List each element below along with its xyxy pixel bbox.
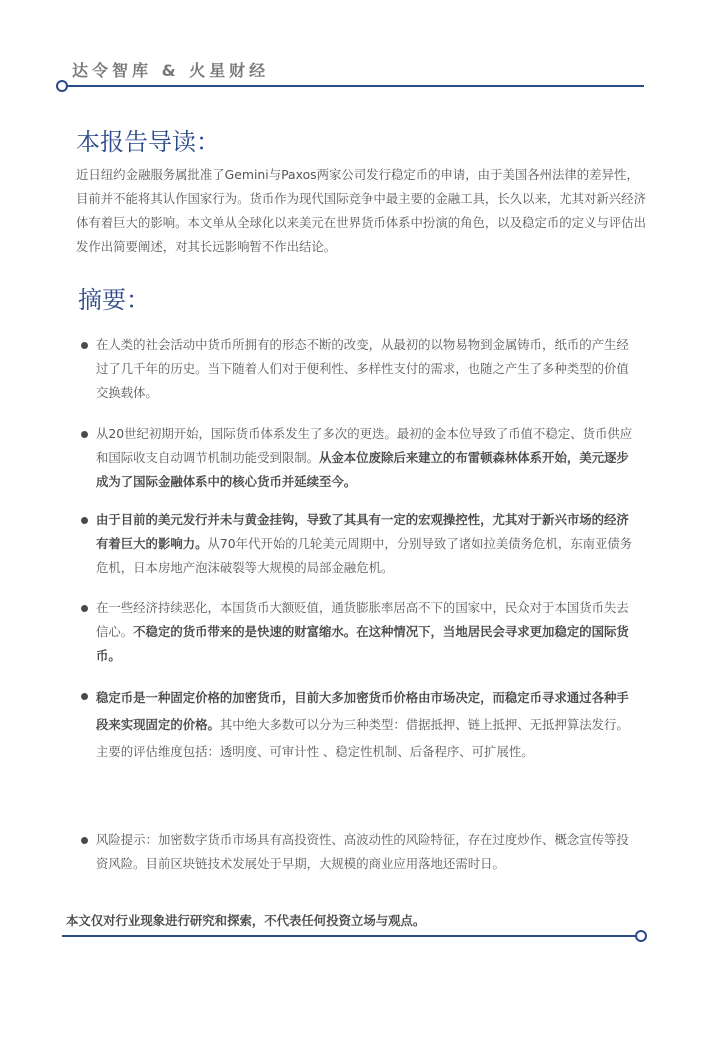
bullet-text: 风险提示：加密数字货币市场具有高投资性、高波动性的风险特征，存在过度炒作、概念宣传等投资风险。目前区块链技术发展处于早期，大规模的商业应用落地还需时日。	[96, 832, 629, 871]
bullet-dot	[81, 693, 88, 700]
bullet-text: 由于目前的美元发行并未与黄金挂钩，导致了其具有一定的宏观操控性，尤其对于新兴市场的经济有着巨大的影响力。从70年代开始的几轮美元周期中，分别导致了诸如拉美债务危机，东南亚债务危机，日本房地产泡沫破裂等大规模的局部金融危机。	[96, 512, 633, 575]
summary-bullet-3	[78, 508, 638, 580]
bullet-dot	[81, 517, 88, 524]
summary-bullet-5	[78, 684, 638, 765]
bullet-dot	[81, 342, 88, 349]
bullet-text: 从20世纪初期开始，国际货币体系发生了多次的更迭。最初的金本位导致了币值不稳定、货币供应和国际收支自动调节机制功能受到限制。从金本位废除后来建立的布雷顿森林体系开始，美元逐步成为了国际金融体系中的核心货币并延续至今。	[96, 426, 633, 489]
risk-warning-bullet	[78, 828, 638, 876]
bottom-divider	[62, 935, 636, 937]
summary-title: 摘要：	[78, 286, 150, 314]
top-divider	[66, 85, 644, 87]
bullet-text: 在一些经济持续恶化，本国货币大额贬值，通货膨胀率居高不下的国家中，民众对于本国货币失去信心。不稳定的货币带来的是快速的财富缩水。在这种情况下，当地居民会寻求更加稳定的国际货币。	[96, 600, 629, 663]
top-divider-dot	[56, 80, 68, 92]
bullet-dot	[81, 837, 88, 844]
footer-disclaimer: 本文仅对行业现象进行研究和探索，不代表任何投资立场与观点。	[66, 913, 426, 928]
summary-bullet-4	[78, 596, 638, 668]
brand-header: 达令智库 & 火星财经	[72, 61, 270, 80]
bullet-dot	[81, 431, 88, 438]
bullet-text: 在人类的社会活动中货币所拥有的形态不断的改变，从最初的以物易物到金属铸币，纸币的产生经过了几千年的历史。当下随着人们对于便利性、多样性支付的需求，也随之产生了多种类型的价值交换载体。	[96, 337, 629, 400]
bullet-dot	[81, 605, 88, 612]
summary-bullet-2	[78, 422, 638, 494]
bullet-text: 稳定币是一种固定价格的加密货币，目前大多加密货币价格由市场决定，而稳定币寻求通过各种手段来实现固定的价格。其中绝大多数可以分为三种类型：借据抵押、链上抵押、无抵押算法发行。主要的评估维度包括：透明度、可审计性 、稳定性机制、后备程序、可扩展性。	[96, 690, 629, 759]
summary-bullet-1	[78, 333, 638, 405]
bottom-divider-dot	[635, 930, 647, 942]
intro-title: 本报告导读：	[76, 128, 220, 156]
intro-body: 近日纽约金融服务属批准了Gemini与Paxos两家公司发行稳定币的申请，由于美国各州法律的差异性，目前并不能将其认作国家行为。货币作为现代国际竞争中最主要的金融工具，长久以来，尤其对新兴经济体有着巨大的影响。本文单从全球化以来美元在世界货币体系中扮演的角色，以及稳定币的定义与评估出发作出简要阐述，对其长远影响暂不作出结论。	[76, 167, 646, 254]
